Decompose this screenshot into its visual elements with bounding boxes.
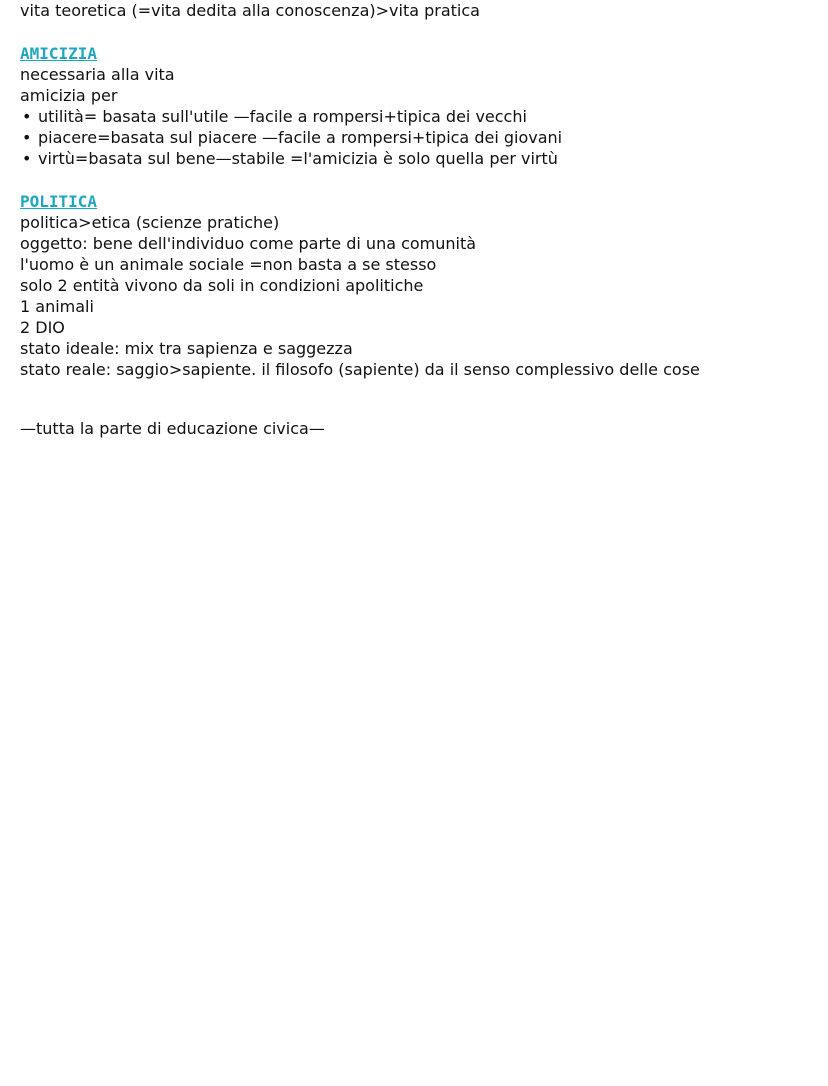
amicizia-bullet-list [20,106,820,169]
politica-line-3: l'uomo è un animale sociale =non basta a se stesso [20,255,437,274]
bullet-text: virtù=basata sul bene—stabile =l'amicizia è solo quella per virtù [38,149,558,168]
bullet-icon: • [22,128,32,147]
bullet-icon: • [22,149,32,168]
bullet-text: piacere=basata sul piacere —facile a rompersi+tipica dei giovani [38,128,563,147]
politica-line-1: politica>etica (scienze pratiche) [20,213,280,232]
intro-line: vita teoretica (=vita dedita alla conoscenza)>vita pratica [20,1,480,20]
list-item [20,148,820,169]
spacer [20,169,820,191]
amicizia-line-1: necessaria alla vita [20,65,175,84]
politica-line-5: 1 animali [20,297,94,316]
amicizia-line-2: amicizia per [20,86,118,105]
notes-page [20,0,820,455]
politica-line-8: stato reale: saggio>sapiente. il filosofo (sapiente) da il senso complessivo delle cose [20,360,700,379]
politica-line-6: 2 DIO [20,318,65,337]
section-heading-amicizia: AMICIZIA [20,44,98,63]
politica-line-4: solo 2 entità vivono da soli in condizioni apolitiche [20,276,424,295]
section-amicizia [20,43,820,169]
politica-line-7: stato ideale: mix tra sapienza e saggezza [20,339,353,358]
spacer [20,380,820,402]
spacer [20,21,820,43]
footer-note: —tutta la parte di educazione civica— [20,419,325,438]
section-politica [20,191,820,380]
list-item [20,127,820,148]
bullet-icon: • [22,107,32,126]
bullet-text: utilità= basata sull'utile —facile a rompersi+tipica dei vecchi [38,107,527,126]
politica-line-2: oggetto: bene dell'individuo come parte di una comunità [20,234,477,253]
section-heading-politica: POLITICA [20,192,98,211]
list-item [20,106,820,127]
